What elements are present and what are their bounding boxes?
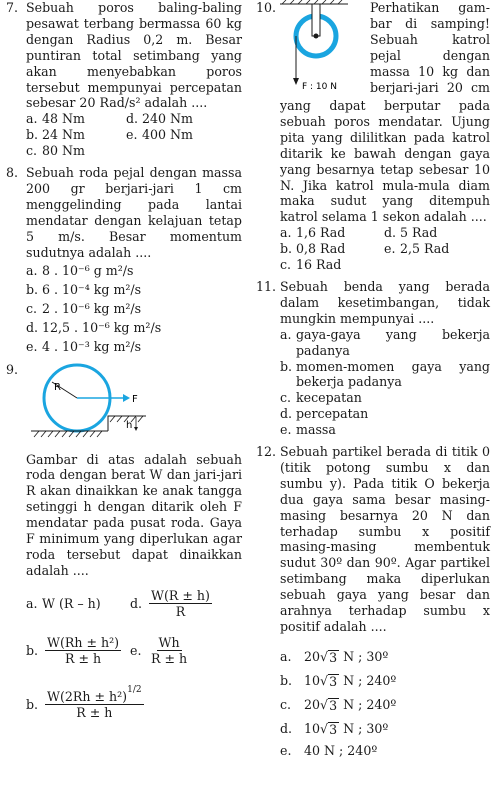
question-number: 11. [256,278,277,294]
question-stem: Gambar di atas adalah sebuah roda dengan berat W dan jari-jari R akan dinaikkan ke anak tangga setinggi h dengan ditarik oleh F mendatar pada pusat roda. Gaya F minimum yang diperlukan agar roda tersebut dapat dinaikkan adalah .... [26,451,242,578]
option[interactable] [280,741,490,761]
question-stem: Sebuah poros baling-baling pesawat terbang bermassa 60 kg dengan Radius 0,2 m. Besar puntiran total setimbang yang akan menyebabkan poros tersebut mempunyai percepatan sebesar 20 Rad/s² adalah .... [26,0,242,111]
question-9 [6,362,242,729]
option-letter: d. [126,111,139,127]
option[interactable] [384,241,493,257]
option[interactable] [26,263,242,282]
option[interactable] [280,225,384,241]
force-arrowhead [123,394,130,402]
sqrt [320,649,339,665]
denominator: R [175,604,186,620]
option[interactable] [280,717,490,741]
option-letter: a. [26,262,38,278]
wheel-step-figure [26,362,242,444]
option-text: W (R – h) [42,595,101,611]
question-8 [6,165,242,357]
wheel-step-diagram [26,362,166,444]
denominator: R ± h [151,651,188,667]
option-text: massa [296,422,336,438]
option[interactable] [280,327,490,359]
denominator: R ± h [64,651,102,667]
question-number: 9. [6,361,19,377]
question-stem: Sebuah roda pejal dengan massa 200 gr berjari-jari 1 cm menggelinding pada lantai mendatar dengan kelajuan tetap 5 m/s. Besar momentum sudutnya adalah .... [26,165,242,260]
option-text: momen-momen gaya yang bekerja padanya [296,358,490,390]
option-letter: a. [280,225,292,241]
denominator: R ± h [76,705,113,721]
radicand: 3 [329,697,338,713]
intro-line: berjari-jari 20 cm [370,79,490,95]
option[interactable] [26,320,242,339]
option-letter: b. [280,672,293,688]
option-text: N ; 240º [343,672,397,688]
option-text: N ; 240º [343,696,397,712]
option-letter: a. [26,111,38,127]
intro-line: bar di samping! [370,15,490,31]
force-label: F : 10 N [302,82,337,92]
option-letter: d. [26,319,39,335]
option[interactable] [26,301,242,320]
question-7 [6,0,242,159]
option[interactable] [130,635,192,666]
radical-sign: √ [320,696,329,712]
option-letter: c. [280,696,292,712]
option-row [26,585,242,623]
option-text: 24 Nm [42,127,85,143]
option-letter: a. [26,595,38,611]
intro-line: massa 10 kg dan [370,63,490,79]
option-text: 8 . 10⁻⁶ g m²/s [42,262,134,278]
numerator: W(Rh ± h²) [47,635,120,651]
options [280,327,490,438]
pulley-bracket [312,4,320,36]
radicand: 3 [329,673,338,689]
option[interactable] [384,225,493,241]
option-text: 400 Nm [142,127,194,143]
sqrt [320,673,339,689]
intro-line: Perhatikan gam- [370,0,490,15]
option-row [26,681,242,729]
option[interactable] [280,406,490,422]
option-text: 40 N ; 240º [304,742,378,758]
option-text: 48 Nm [42,111,85,127]
question-intro [370,0,490,96]
option[interactable] [280,645,490,669]
numerator: Wh [158,635,180,651]
option-text: 4 . 10⁻³ kg m²/s [42,338,142,354]
option-letter: b. [26,281,39,297]
numerator-text: W(2Rh ± h²) [47,689,128,705]
option[interactable] [126,111,236,127]
question-11 [256,279,490,438]
option-letter: c. [280,257,292,273]
option[interactable] [280,693,490,717]
sqrt [320,721,339,737]
option-text: 12,5 . 10⁻⁶ kg m²/s [42,319,162,335]
radical-sign: √ [320,720,329,736]
option[interactable] [280,422,490,438]
right-column [256,0,490,761]
question-number: 12. [256,444,277,460]
option[interactable] [280,241,384,257]
option-letter: e. [126,127,138,143]
option[interactable] [26,143,126,159]
question-stem: Sebuah benda yang berada dalam kesetimbangan, tidak mungkin mempunyai .... [280,278,490,326]
question-head [280,0,490,96]
option-text: 0,8 Rad [296,241,346,257]
question-stem: Sebuah partikel berada di titik 0 (titik potong sumbu x dan sumbu y). Pada titik O bekerja dua gaya sama besar masing-masing besarnya 20 N dan terhadap sumbu x positif masing-masing membentuk sudut 30º dan 90º. Agar partikel setimbang maka diperlukan sebuah gaya yang besar dan arahnya terhadap sumbu x positif adalah .... [280,444,490,634]
options [26,585,242,729]
intro-line: pejal dengan [370,47,490,63]
option-letter: e. [26,338,38,354]
option[interactable] [280,257,384,273]
option-row [26,629,242,673]
option[interactable] [280,390,490,406]
question-number: 8. [6,165,19,181]
coefficient: 20 [304,648,321,664]
option[interactable] [26,111,126,127]
option[interactable] [130,588,215,619]
option[interactable] [280,359,490,391]
options [280,645,490,761]
radical-sign: √ [320,648,329,664]
option-letter: e. [384,241,396,257]
options [280,225,490,273]
fraction [149,635,189,666]
option-letter: a. [280,648,292,664]
height-label: h [126,419,133,431]
option-letter: d. [280,720,293,736]
option-letter: b. [26,127,39,143]
fraction [149,588,212,619]
option-text: gaya-gaya yang bekerja padanya [296,326,490,358]
option-text: 1,6 Rad [296,225,346,241]
exponent: 1/2 [127,685,142,696]
radical-sign: √ [320,672,329,688]
option[interactable] [280,669,490,693]
intro-line: Sebuah katrol [370,31,490,47]
pulley-diagram [276,0,366,96]
option-letter: a. [280,326,292,342]
options [26,263,242,358]
option-letter: b. [26,696,39,712]
radicand: 3 [329,721,338,737]
option[interactable] [26,685,147,721]
option-letter: e. [130,642,142,658]
fraction [45,685,144,721]
radius-label: R [54,381,61,393]
coefficient: 20 [304,696,321,712]
option-letter: e. [280,422,292,438]
option-text: 16 Rad [296,257,342,273]
height-arrowhead [134,427,138,431]
options [26,111,242,159]
option-letter: b. [26,642,39,658]
option-letter: b. [280,358,293,374]
coefficient: 10 [304,720,321,736]
question-10 [256,0,490,273]
option-text: 80 Nm [42,143,85,159]
numerator [45,685,144,705]
force-label: F [132,393,138,405]
option-text: 240 Nm [142,111,194,127]
tape-arrowhead [293,78,299,85]
option-letter: d. [280,406,293,422]
ground-hatch [34,431,102,437]
option-letter: b. [280,241,293,257]
ceiling-hatch [282,0,342,4]
numerator: W(R ± h) [151,588,210,604]
option-letter: c. [26,300,38,316]
option-letter: d. [384,225,397,241]
option-text: 6 . 10⁻⁴ kg m²/s [42,281,142,297]
radicand: 3 [329,649,338,665]
option[interactable] [26,635,130,666]
option[interactable] [126,127,236,143]
option-letter: c. [26,143,38,159]
option-letter: e. [280,742,292,758]
question-12 [256,444,490,761]
option[interactable] [26,596,130,612]
pulley-axle [314,34,319,39]
option-letter: c. [280,390,292,406]
fraction [45,635,121,666]
sqrt [320,697,339,713]
option-text: N ; 30º [343,720,389,736]
left-column [6,0,242,729]
question-number: 10. [256,0,277,15]
question-stem: yang dapat berputar pada sebuah poros mendatar. Ujung pita yang dililitkan pada katrol ditarik ke bawah dengan gaya yang besarnya tetap sebesar 10 N. Jika katrol mula-mula diam maka sudut yang ditempuh katrol selama 1 sekon adalah .... [280,98,490,225]
option[interactable] [26,339,242,358]
option-text: percepatan [296,406,369,422]
question-number: 7. [6,0,19,15]
option-letter: d. [130,595,143,611]
option[interactable] [26,127,126,143]
option-text: 5 Rad [400,225,438,241]
coefficient: 10 [304,672,321,688]
option-text: N ; 30º [343,648,389,664]
option-text: 2,5 Rad [400,241,450,257]
option-text: kecepatan [296,390,362,406]
option-text: 2 . 10⁻⁶ kg m²/s [42,300,142,316]
option[interactable] [26,282,242,301]
